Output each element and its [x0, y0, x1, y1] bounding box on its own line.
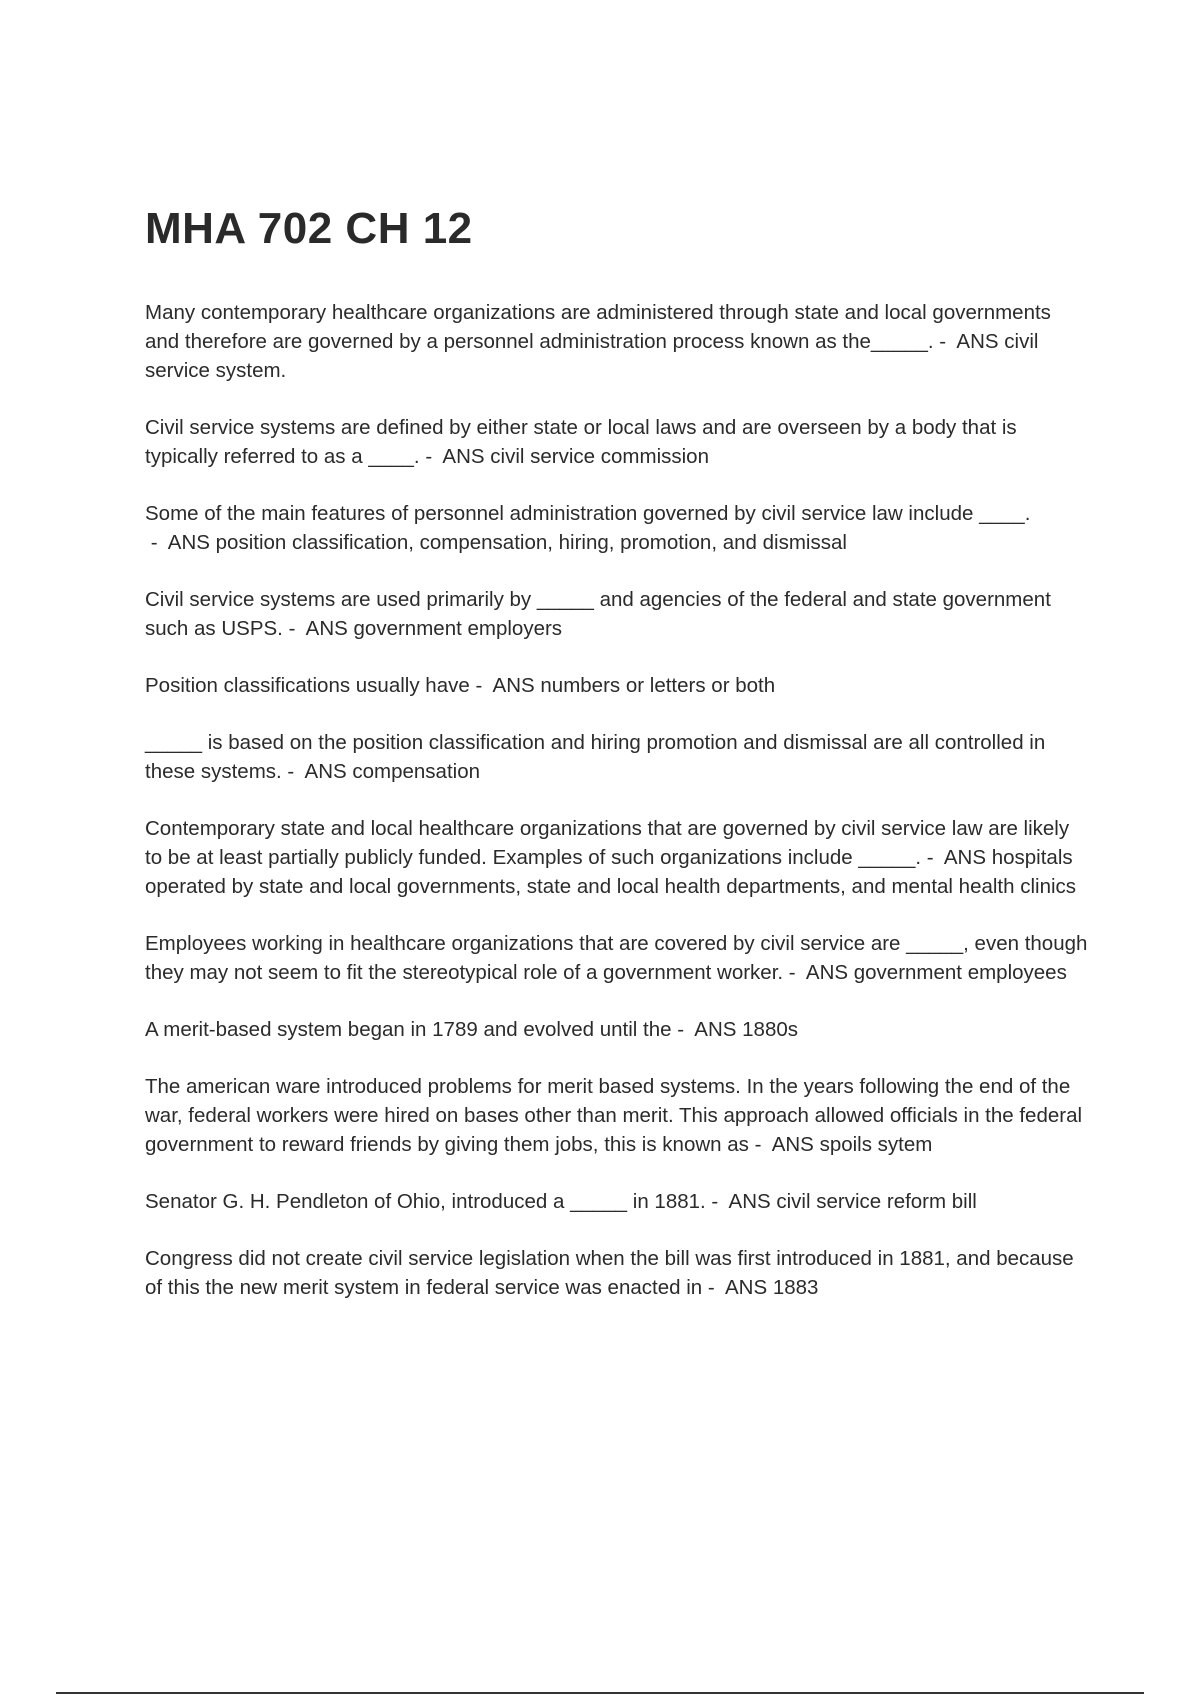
answer-prefix: ANS [771, 1133, 814, 1156]
qa-separator: - [702, 1276, 725, 1299]
qa-separator: - [783, 961, 806, 984]
answer-prefix: ANS [305, 617, 348, 640]
qa-separator: - [469, 674, 493, 697]
answer-prefix: ANS [442, 445, 485, 468]
answer-text: civil service commission [490, 445, 709, 468]
footer-divider [56, 1692, 1144, 1694]
question-text: Civil service systems are used primarily by _____ and agencies of the federal and state government such as USPS. [145, 588, 1051, 640]
question-text: The american ware introduced problems for merit based systems. In the years following the end of the war, federal workers were hired on bases other than merit. This approach allowed officials in the federal government to reward friends by giving them jobs, this is known as [145, 1075, 1083, 1156]
answer-text: spoils sytem [819, 1133, 933, 1156]
qa-separator: - [281, 760, 305, 783]
answer-text: hospitals operated by state and local governments, state and local health departments, and mental health clinics [145, 846, 1077, 898]
question-text: A merit-based system began in 1789 and evolved until the [145, 1018, 672, 1041]
qa-separator: - [145, 531, 168, 554]
answer-text: compensation [352, 760, 481, 783]
answer-text: government employers [353, 617, 563, 640]
answer-prefix: ANS [492, 674, 535, 697]
qa-item [145, 298, 1090, 385]
qa-separator: - [671, 1018, 695, 1041]
qa-separator: - [282, 617, 306, 640]
question-text: Position classifications usually have [145, 674, 470, 697]
qa-item [145, 585, 1090, 643]
qa-item [145, 1187, 1090, 1216]
qa-item [145, 728, 1090, 786]
question-text: Some of the main features of personnel administration governed by civil service law include ____. [145, 502, 1031, 525]
qa-list [145, 298, 1090, 1330]
answer-prefix: ANS [728, 1190, 771, 1213]
answer-prefix: ANS [956, 330, 999, 353]
question-text: Senator G. H. Pendleton of Ohio, introduced a _____ in 1881. [145, 1190, 706, 1213]
answer-prefix: ANS [167, 531, 210, 554]
answer-text: government employees [853, 961, 1067, 984]
question-text: _____ is based on the position classification and hiring promotion and dismissal are all controlled in these systems. [145, 731, 1046, 783]
answer-text: position classification, compensation, hiring, promotion, and dismissal [215, 531, 847, 554]
answer-prefix: ANS [724, 1276, 768, 1299]
qa-item [145, 929, 1090, 987]
qa-item [145, 499, 1090, 557]
answer-text: civil service reform bill [776, 1190, 977, 1213]
answer-prefix: ANS [304, 760, 347, 783]
qa-item [145, 1244, 1090, 1302]
page-title: MHA 702 CH 12 [145, 204, 473, 253]
question-text: Congress did not create civil service legislation when the bill was first introduced in 1881, and because of this the new merit system in federal service was enacted in [145, 1247, 1074, 1299]
qa-item [145, 413, 1090, 471]
qa-separator: - [921, 846, 944, 869]
qa-item [145, 671, 1090, 700]
answer-text: 1880s [742, 1018, 799, 1041]
qa-item [145, 1072, 1090, 1159]
answer-text: civil service system. [145, 330, 1039, 382]
qa-separator: - [705, 1190, 729, 1213]
answer-prefix: ANS [694, 1018, 737, 1041]
qa-separator: - [933, 330, 957, 353]
answer-text: numbers or letters or both [540, 674, 776, 697]
answer-text: 1883 [772, 1276, 819, 1299]
answer-prefix: ANS [805, 961, 849, 984]
question-text: Many contemporary healthcare organizations are administered through state and local governments and therefore are governed by a personnel administration process known as the_____. [145, 301, 1051, 353]
question-text: Employees working in healthcare organizations that are covered by civil service are _____, even though they may not seem to fit the stereotypical role of a government worker. [145, 932, 1088, 984]
qa-item [145, 1015, 1090, 1044]
qa-item [145, 814, 1090, 901]
question-text: Contemporary state and local healthcare organizations that are governed by civil service law are likely to be at least partially publicly funded. Examples of such organizations include _____. [145, 817, 1070, 869]
answer-prefix: ANS [943, 846, 987, 869]
question-text: Civil service systems are defined by either state or local laws and are overseen by a body that is typically referred to as a ____. [145, 416, 1017, 468]
qa-separator: - [419, 445, 443, 468]
qa-separator: - [748, 1133, 772, 1156]
